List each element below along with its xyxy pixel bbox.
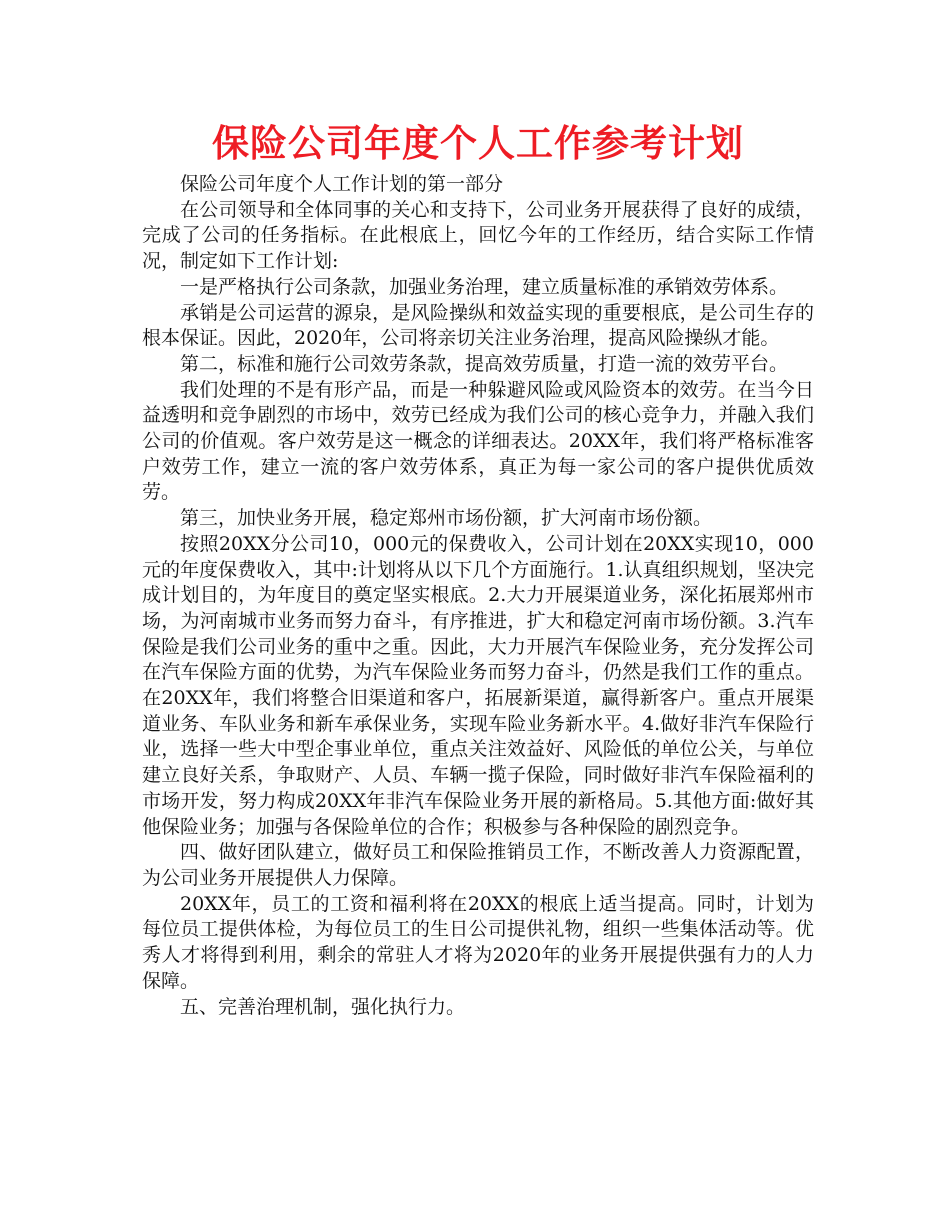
paragraph-premium-plan: 按照20XX分公司10，000元的保费收入，公司计划在20XX实现10，000元的年度保费收入，其中:计划将从以下几个方面施行。1.认真组织规划，坚决完成计划目的，为年度目的奠定坚实根底。2.大力开展渠道业务，深化拓展郑州市场，为河南城市业务而努力奋斗，有序推进，扩大和稳定河南市场份额。3.汽车保险是我们公司业务的重中之重。因此，大力开展汽车保险业务，充分发挥公司在汽车保险方面的优势，为汽车保险业务而努力奋斗，仍然是我们工作的重点。在20XX年，我们将整合旧渠道和客户，拓展新渠道，赢得新客户。重点开展渠道业务、车队业务和新车承保业务，实现车险业务新水平。4.做好非汽车保险行业，选择一些大中型企事业单位，重点关注效益好、风险低的单位公关，与单位建立良好关系，争取财产、人员、车辆一揽子保险，同时做好非汽车保险福利的市场开发，努力构成20XX年非汽车保险业务开展的新格局。5.其他方面:做好其他保险业务；加强与各保险单位的合作；积极参与各种保险的剧烈竞争。 — [142, 532, 814, 838]
paragraph-staff-welfare: 20XX年，员工的工资和福利将在20XX的根底上适当提高。同时，计划为每位员工提供体检，为每位员工的生日公司提供礼物，组织一些集体活动等。优秀人才将得到利用，剩余的常驻人才将为2020年的业务开展提供强有力的人力保障。 — [142, 892, 814, 992]
paragraph-point-four: 四、做好团队建立，做好员工和保险推销员工作，不断改善人力资源配置，为公司业务开展提供人力保障。 — [142, 841, 814, 889]
paragraph-point-three: 第三，加快业务开展，稳定郑州市场份额，扩大河南市场份额。 — [180, 507, 713, 530]
paragraph-point-five: 五、完善治理机制，强化执行力。 — [180, 995, 466, 1018]
paragraph-underwriting: 承销是公司运营的源泉，是风险操纵和效益实现的重要根底，是公司生存的根本保证。因此，2020年，公司将亲切关注业务治理，提高风险操纵才能。 — [142, 301, 814, 350]
document-title: 保险公司年度个人工作参考计划 — [212, 122, 744, 165]
document-page — [142, 118, 814, 1020]
paragraph-intro: 在公司领导和全体同事的关心和支持下，公司业务开展获得了良好的成绩，完成了公司的任务指标。在此根底上，回忆今年的工作经历，结合实际工作情况，制定如下工作计划: — [142, 198, 814, 273]
paragraph-section-heading: 保险公司年度个人工作计划的第一部分 — [180, 173, 504, 195]
paragraph-point-two: 第二，标准和施行公司效劳条款，提高效劳质量，打造一流的效劳平台。 — [180, 352, 789, 375]
paragraph-service: 我们处理的不是有形产品，而是一种躲避风险或风险资本的效劳。在当今日益透明和竞争剧烈的市场中，效劳已经成为我们公司的核心竞争力，并融入我们公司的价值观。客户效劳是这一概念的详细表达。20XX年，我们将严格标准客户效劳工作，建立一流的客户效劳体系，真正为每一家公司的客户提供优质效劳。 — [142, 378, 814, 504]
paragraph-point-one: 一是严格执行公司条款，加强业务治理，建立质量标准的承销效劳体系。 — [180, 275, 789, 298]
